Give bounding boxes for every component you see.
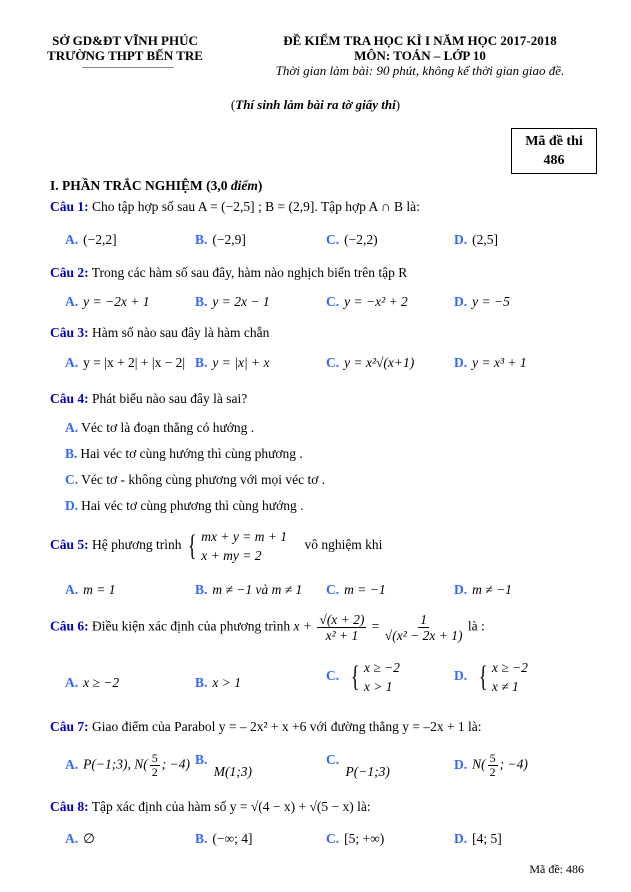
- exam-time-note: Thời gian làm bài: 90 phút, không kể thời gian giao đề.: [275, 63, 565, 78]
- option-3c[interactable]: C. y = x²√(x+1): [326, 355, 415, 370]
- option-5c[interactable]: C. m = −1: [326, 582, 386, 597]
- question-label: Câu 4:: [50, 391, 89, 406]
- question-label: Câu 3:: [50, 325, 89, 340]
- exam-subject: MÔN: TOÁN – LỚP 10: [354, 48, 486, 63]
- question-label: Câu 5:: [50, 537, 89, 553]
- question-text: Hàm số nào sau đây là hàm chẵn: [92, 325, 270, 340]
- option-6d[interactable]: D. { x ≥ −2 x ≠ 1: [454, 660, 528, 694]
- question-label: Câu 7:: [50, 719, 89, 734]
- school-name: TRƯỜNG THPT BẾN TRE: [47, 48, 203, 63]
- question-3: [50, 325, 269, 341]
- question-text: Tập xác định của hàm số y = √(4 − x) + √(5 − x) là:: [91, 799, 371, 814]
- exam-header: [240, 33, 600, 78]
- equation-system: { mx + y = m + 1 x + my = 2: [187, 529, 288, 563]
- question-text: Cho tập hợp số sau A = (−2,5] ; B = (2,9]. Tập hợp A ∩ B là:: [92, 199, 420, 214]
- fraction: $\frac{1}{\text{√(x² − 2x + 1)}}$: [384, 612, 463, 643]
- footer-exam-code: Mã đề: 486: [529, 862, 584, 876]
- question-6: Câu 6: Điều kiện xác định của phương trình x + $\frac{√(x + 2)}{\text{x² + 1}}$ = $\frac{1}{\text{√(x² − 2x + 1)}}$ là :: [50, 612, 485, 643]
- option-5d[interactable]: D. m ≠ −1: [454, 582, 512, 597]
- question-7: [50, 719, 482, 735]
- option-5b[interactable]: B. m ≠ −1 và m ≠ 1: [195, 582, 303, 597]
- option-4a[interactable]: A. Véc tơ là đoạn thẳng có hướng .: [65, 420, 255, 435]
- question-label: Câu 1:: [50, 199, 89, 214]
- brace-icon: {: [350, 660, 360, 693]
- brace-icon: {: [478, 660, 488, 693]
- question-text: Trong các hàm số sau đây, hàm nào nghịch biến trên tập R: [91, 265, 408, 280]
- question-2: [50, 265, 407, 281]
- option-6a[interactable]: A. x ≥ −2: [65, 675, 120, 690]
- option-4d[interactable]: D. Hai véc tơ cùng phương thì cùng hướng .: [65, 498, 304, 513]
- question-5: [50, 527, 382, 565]
- exam-code-box: [511, 128, 597, 174]
- question-4: [50, 391, 247, 407]
- option-5a[interactable]: A. m = 1: [65, 582, 116, 597]
- option-1a[interactable]: A. (−2,2]: [65, 232, 117, 247]
- exam-code-label: Mã đề thi: [525, 134, 583, 149]
- fraction: $\frac{√(x + 2)}{\text{x² + 1}}$: [319, 612, 365, 643]
- question-text: Phát biểu nào sau đây là sai?: [92, 391, 248, 406]
- option-7b[interactable]: B. M(1;3): [195, 752, 252, 779]
- question-label: Câu 8:: [50, 799, 89, 814]
- option-3b[interactable]: B. y = |x| + x: [195, 355, 270, 370]
- question-label: Câu 6:: [50, 618, 89, 634]
- question-text-before: Điều kiện xác định của phương trình: [92, 618, 291, 634]
- question-label: Câu 2:: [50, 265, 89, 280]
- option-2d[interactable]: D. y = −5: [454, 294, 510, 309]
- option-7d[interactable]: D. N( $\frac{5}{2}$ ; −4): [454, 751, 528, 779]
- exam-code-value: 486: [543, 153, 565, 168]
- option-8b[interactable]: B. (−∞; 4]: [195, 831, 253, 846]
- option-7a[interactable]: A. P(−1;3), N( $\frac{5}{2}$ ; −4): [65, 751, 190, 779]
- option-2b[interactable]: B. y = 2x − 1: [195, 294, 270, 309]
- option-4b[interactable]: B. Hai véc tơ cùng hướng thì cùng phương .: [65, 446, 303, 461]
- option-4c[interactable]: C. Véc tơ - không cùng phương với mọi véc tơ .: [65, 472, 326, 487]
- question-text-after: vô nghiệm khi: [304, 537, 383, 553]
- header-divider: [82, 67, 174, 68]
- department-name: SỞ GD&ĐT VĨNH PHÚC: [52, 33, 198, 48]
- question-text: Giao điểm của Parabol y = – 2x² + x +6 với đường thẳng y = –2x + 1 là:: [92, 719, 482, 734]
- question-1: [50, 199, 420, 215]
- option-7c[interactable]: C. P(−1;3): [326, 752, 390, 779]
- section-title: I. PHẦN TRẮC NGHIỆM (3,0 điểm): [50, 178, 263, 193]
- option-3a[interactable]: A. y = |x + 2| + |x − 2|: [65, 355, 186, 370]
- option-8a[interactable]: A. ∅: [65, 831, 95, 846]
- instruction-text: Thí sinh làm bài ra tờ giấy thi: [235, 97, 396, 112]
- brace-icon: {: [187, 529, 197, 562]
- option-8c[interactable]: C. [5; +∞): [326, 831, 385, 846]
- option-1c[interactable]: C. (−2,2): [326, 232, 378, 247]
- option-2c[interactable]: C. y = −x² + 2: [326, 294, 408, 309]
- school-info: [40, 33, 210, 63]
- instruction-note: (Thí sinh làm bài ra tờ giấy thi): [230, 97, 401, 112]
- question-8: [50, 799, 371, 815]
- question-text-before: Hệ phương trình: [92, 537, 182, 553]
- option-1d[interactable]: D. (2,5]: [454, 232, 498, 247]
- option-1b[interactable]: B. (−2,9]: [195, 232, 246, 247]
- option-3d[interactable]: D. y = x³ + 1: [454, 355, 527, 370]
- exam-title: ĐỀ KIỂM TRA HỌC KÌ I NĂM HỌC 2017-2018: [283, 33, 557, 48]
- option-8d[interactable]: D. [4; 5]: [454, 831, 502, 846]
- option-6c[interactable]: C. { x ≥ −2 x > 1: [326, 660, 400, 694]
- option-2a[interactable]: A. y = −2x + 1: [65, 294, 150, 309]
- option-6b[interactable]: B. x > 1: [195, 675, 241, 690]
